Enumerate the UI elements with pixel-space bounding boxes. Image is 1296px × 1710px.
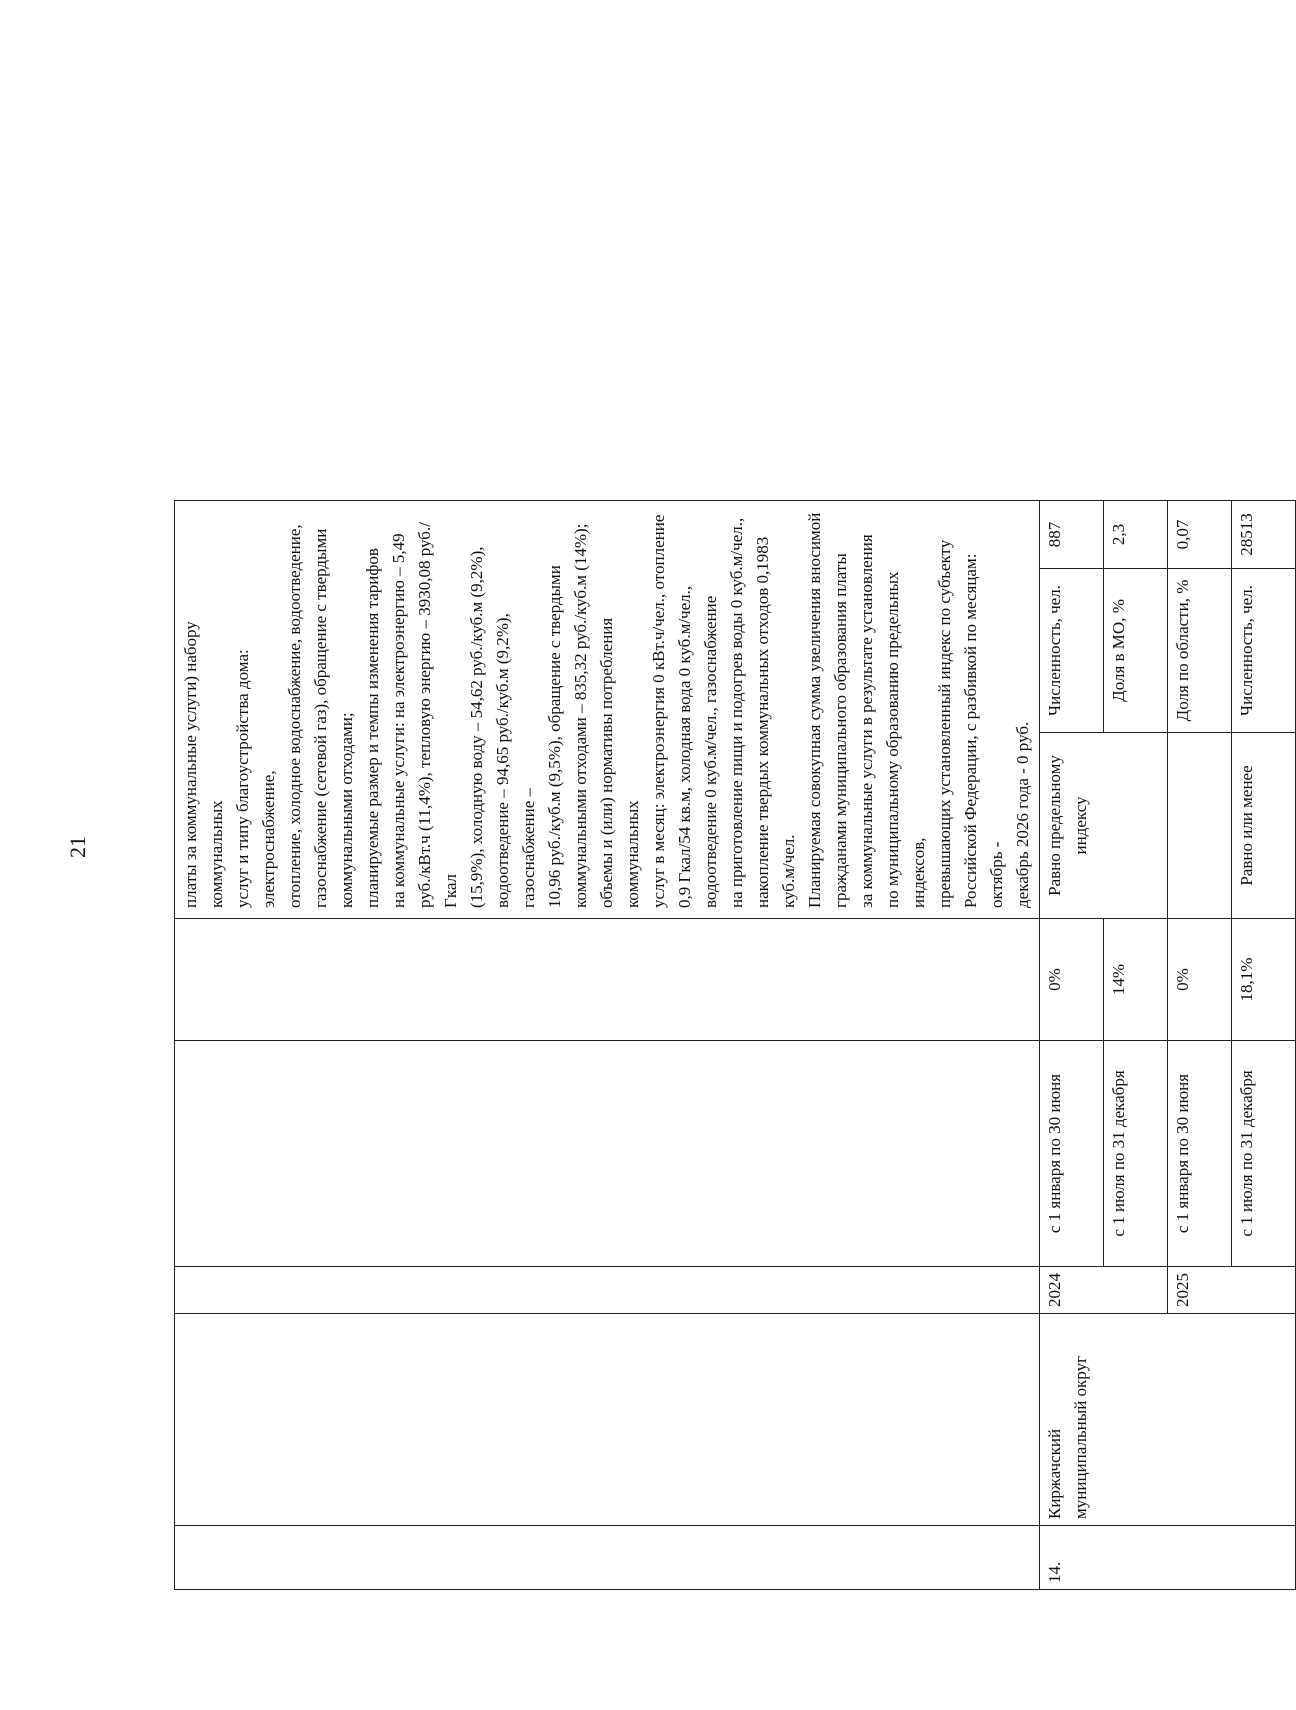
description-line: газоснабжение (сетевой газ), обращение с твердыми [311, 528, 330, 908]
description-line: по муниципальному образованию предельных индексов, [883, 571, 928, 908]
metric-group: Равно предельному индексу [1040, 733, 1168, 919]
pct-cell: 14% [1104, 919, 1168, 1041]
cell-empty [175, 1041, 1040, 1267]
metric-value: 887 [1040, 501, 1104, 569]
description-line: Планируемая совокупная сумма увеличения вносимой [805, 512, 824, 908]
period-cell: с 1 января по 30 июня [1168, 1041, 1232, 1267]
cell-empty [175, 1526, 1040, 1590]
description-text [178, 511, 1036, 908]
cell-empty [175, 1267, 1040, 1314]
description-line: услуг в месяц: электроэнергия 0 кВт.ч/чел., отопление [649, 514, 668, 908]
description-line: Российской Федерации, с разбивкой по месяцам: октябрь - [961, 553, 1006, 908]
metric-value: 0,07 [1168, 501, 1232, 569]
metric-label: Доля в МО, % [1104, 569, 1168, 733]
description-line: гражданами муниципального образования платы [831, 553, 850, 908]
table-row [1040, 501, 1104, 1590]
pct-cell: 18,1% [1232, 919, 1296, 1041]
description-line: (15,9%), холодную воду – 54,62 руб./куб.м (9,2%), [467, 546, 486, 908]
description-cell [175, 501, 1040, 919]
description-line: накопление твердых коммунальных отходов 0,1983 [753, 536, 772, 908]
description-line: водоотведение 0 куб.м/чел., газоснабжение [701, 595, 720, 908]
metric-group: Равно или менее [1232, 733, 1296, 919]
description-line: отопление, холодное водоснабжение, водоотведение, [285, 524, 304, 908]
metric-label: Численность, чел. [1232, 569, 1296, 733]
description-line: платы за коммунальные услуги) набору коммунальных [181, 621, 226, 908]
rotated-page [100, 10, 1256, 1710]
description-line: коммунальными отходами; [337, 712, 356, 908]
pct-cell: 0% [1040, 919, 1104, 1041]
description-line: водоотведение – 94,65 руб./куб.м (9,2%), газоснабжение – [493, 613, 538, 908]
data-table [174, 500, 1296, 1590]
description-line: руб./кВт.ч (11,4%), тепловую энергию – 3930,08 руб./Гкал [415, 522, 460, 908]
period-cell: с 1 января по 30 июня [1040, 1041, 1104, 1267]
period-cell: с 1 июля по 31 декабря [1104, 1041, 1168, 1267]
row-number: 14. [1040, 1526, 1296, 1590]
description-line: декабрь 2026 года - 0 руб. [1013, 721, 1032, 908]
year-cell: 2025 [1168, 1267, 1296, 1314]
description-line: на коммунальные услуги: на электроэнергию – 5,49 [389, 533, 408, 908]
description-line: превышающих установленный индекс по субъекту [935, 539, 954, 908]
pct-cell: 0% [1168, 919, 1232, 1041]
cell-empty [175, 919, 1040, 1041]
metric-label: Численность, чел. [1040, 569, 1104, 733]
description-line: коммунальными отходами – 835,32 руб./куб.м (14%); [571, 523, 590, 908]
period-cell: с 1 июля по 31 декабря [1232, 1041, 1296, 1267]
description-line: куб.м/чел. [779, 834, 798, 908]
metric-group [1168, 733, 1232, 919]
description-line: 10,96 руб./куб.м (9,5%), обращение с твердыми [545, 565, 564, 908]
metric-value: 28513 [1232, 501, 1296, 569]
metric-value: 2,3 [1104, 501, 1168, 569]
page-number: 21 [65, 836, 90, 858]
table-row [175, 501, 1040, 1590]
description-line: за коммунальные услуги в результате установления [857, 534, 876, 908]
description-line: услуг и типу благоустройства дома: электроснабжение, [233, 649, 278, 908]
metric-label: Доля по области, % [1168, 569, 1232, 733]
description-line: 0,9 Гкал/54 кв.м, холодная вода 0 куб.м/чел., [675, 585, 694, 908]
cell-empty [175, 1314, 1040, 1526]
description-line: на приготовление пищи и подогрев воды 0 куб.м/чел., [727, 517, 746, 908]
year-cell: 2024 [1040, 1267, 1168, 1314]
municipality-name: Киржачский муниципальный округ [1040, 1314, 1296, 1526]
description-line: планируемые размер и темпы изменения тарифов [363, 548, 382, 908]
description-line: объемы и (или) нормативы потребления коммунальных [597, 617, 642, 908]
